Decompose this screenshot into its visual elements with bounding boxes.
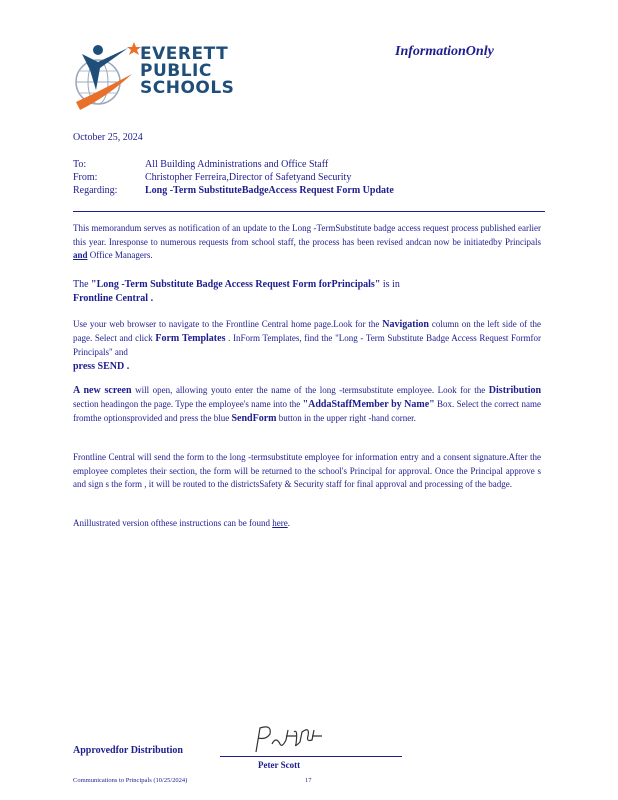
footer-label: Communications to Principals (10/25/2024) (73, 777, 188, 784)
signature-image (250, 722, 330, 758)
page-footer (73, 777, 312, 784)
here-link[interactable]: here (272, 518, 288, 528)
new-screen-term: A new screen (73, 385, 132, 396)
paragraph-process: Frontline Central will send the form to the long -termsubstitute employee for information entry and a consent signature.After the employee completes their section, the form will be returned to the school's Principal for approval. Once the Principal approve s and sign s the form , it will be routed to the districtsSafety & Security staff for final approval and processing of the badge. (73, 452, 541, 489)
header-divider (73, 211, 545, 212)
page-number: 17 (305, 777, 312, 784)
signer-name: Peter Scott (258, 760, 301, 770)
press-send-term: press SEND . (73, 360, 130, 372)
send-form-term: SendForm (231, 413, 277, 424)
signature-line (220, 756, 402, 757)
regarding-value: Long -Term SubstituteBadgeAccess Request Form Update (145, 185, 394, 196)
to-label: To: (73, 159, 87, 170)
logo-wordmark: EVERETT PUBLIC SCHOOLS (140, 44, 235, 98)
navigation-term: Navigation (382, 319, 429, 330)
memo-date: October 25, 2024 (73, 132, 143, 143)
paragraph-form-location: The "Long -Term Substitute Badge Access Request Form forPrincipals" is in Frontline Central . (73, 279, 400, 304)
paragraph-navigation: Use your web browser to navigate to the Frontline Central home page.Look for the Navigation column on the left side of the page. Select and click Form Templates . InForm Templates, find the "Long - Term Substitute Badge Access Request Formfor Principals" and press SEND . (73, 319, 542, 372)
add-staff-term: "AddaStaffMember by Name" (302, 399, 435, 410)
district-logo (72, 40, 262, 120)
logo-emblem-icon (72, 40, 142, 118)
frontline-central: Frontline Central . (73, 293, 154, 304)
distribution-term: Distribution (488, 385, 542, 396)
paragraph-instructions-link: Anillustrated version ofthese instructions can be found here. (73, 518, 290, 528)
and-link: and (73, 250, 88, 260)
form-name: "Long -Term Substitute Badge Access Request Form forPrincipals" (91, 279, 381, 290)
from-value: Christopher Ferreira,Director of Safetyand Security (145, 172, 352, 183)
form-templates-term: Form Templates (155, 333, 226, 344)
to-value: All Building Administrations and Office Staff (145, 159, 329, 170)
approved-for-distribution: Approvedfor Distribution (73, 745, 183, 756)
paragraph-notification: This memorandum serves as notification of an update to the Long -TermSubstitute badge access request process published earlier this year. Inresponse to numerous requests from school staff, the process has been revised andcan now be initiatedby Principals and Office Managers. (73, 223, 541, 260)
paragraph-new-screen: A new screen will open, allowing youto enter the name of the long -termsubstitute employee. Look for the Distribution section headingon the page. Type the employee's name into the "AddaStaffMember by Name" Box. Select the correct name fromthe optionsprovided and press the blue SendForm button in the upper right -hand corner. (73, 385, 542, 424)
information-only-tag: InformationOnly (395, 44, 494, 59)
from-label: From: (73, 172, 98, 183)
regarding-label: Regarding: (73, 185, 118, 196)
